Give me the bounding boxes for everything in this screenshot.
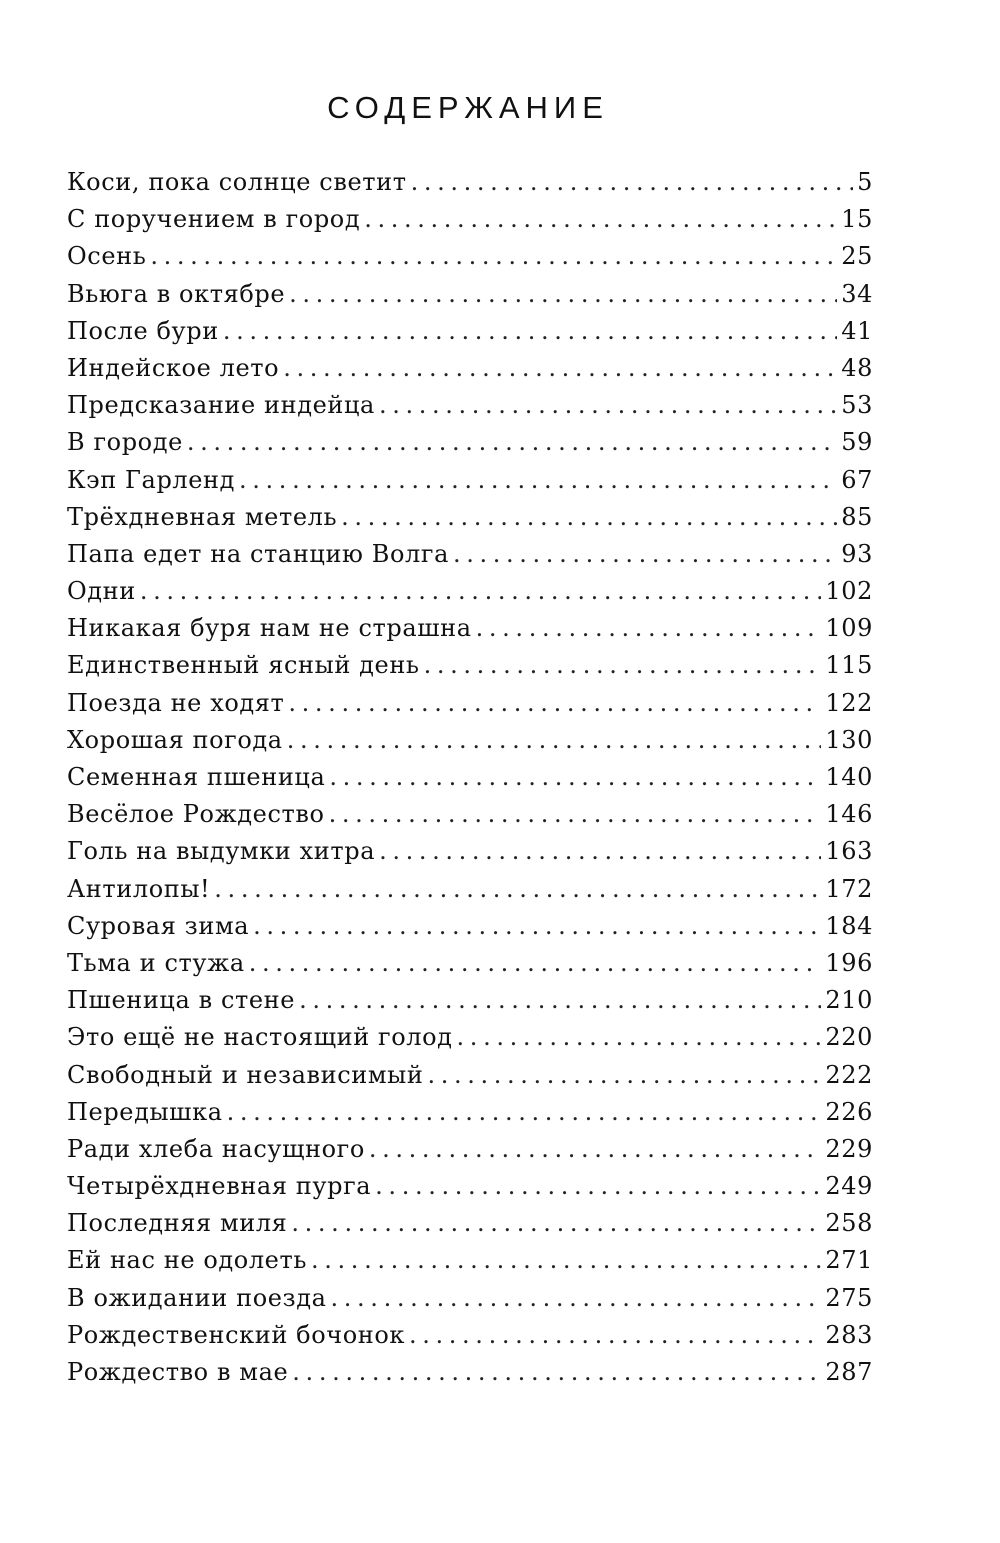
table-of-contents bbox=[67, 164, 873, 1391]
toc-entry bbox=[67, 536, 873, 573]
toc-entry-title: Индейское лето bbox=[67, 353, 280, 382]
toc-entry-page-number: 184 bbox=[825, 911, 873, 940]
dot-leader bbox=[150, 238, 837, 275]
dot-leader bbox=[214, 871, 821, 908]
toc-entry-title: Коси, пока солнце светит bbox=[67, 168, 407, 196]
toc-entry bbox=[67, 908, 873, 945]
dot-leader bbox=[223, 313, 837, 350]
toc-entry-title: Папа едет на станцию Волга bbox=[67, 539, 449, 568]
toc-entry-page-number: 196 bbox=[825, 948, 873, 977]
toc-entry-page-number: 48 bbox=[841, 353, 873, 382]
dot-leader bbox=[331, 1280, 822, 1317]
toc-entry bbox=[67, 573, 873, 610]
dot-leader bbox=[476, 610, 822, 647]
toc-entry-page-number: 15 bbox=[841, 205, 873, 234]
dot-leader bbox=[424, 647, 822, 684]
toc-entry bbox=[67, 201, 873, 238]
dot-leader bbox=[253, 908, 821, 945]
dot-leader bbox=[409, 1317, 821, 1354]
toc-entry-page-number: 25 bbox=[841, 242, 873, 271]
toc-entry-page-number: 210 bbox=[825, 986, 873, 1015]
toc-entry-title: Рождество в мае bbox=[67, 1358, 289, 1386]
toc-entry-page-number: 163 bbox=[825, 837, 873, 866]
toc-entry-page-number: 271 bbox=[825, 1246, 873, 1275]
toc-entry bbox=[67, 313, 873, 350]
toc-entry bbox=[67, 796, 873, 833]
toc-entry-title: Весёлое Рождество bbox=[67, 800, 325, 829]
toc-entry-page-number: 85 bbox=[841, 502, 873, 531]
dot-leader bbox=[140, 573, 822, 610]
toc-entry-title: Пшеница в стене bbox=[67, 986, 296, 1015]
toc-entry-title: Ей нас не одолеть bbox=[67, 1246, 308, 1275]
toc-entry-page-number: 67 bbox=[841, 465, 873, 494]
toc-entry bbox=[67, 759, 873, 796]
toc-entry-page-number: 5 bbox=[857, 168, 873, 196]
toc-entry bbox=[67, 1205, 873, 1242]
toc-entry-title: Это ещё не настоящий голод bbox=[67, 1023, 453, 1052]
toc-entry bbox=[67, 647, 873, 684]
dot-leader bbox=[453, 536, 837, 573]
toc-entry-title: Предсказание индейца bbox=[67, 391, 375, 420]
toc-entry-title: После бури bbox=[67, 316, 219, 345]
toc-entry-page-number: 93 bbox=[841, 539, 873, 568]
toc-entry bbox=[67, 1354, 873, 1391]
toc-entry-title: Кэп Гарленд bbox=[67, 465, 236, 494]
dot-leader bbox=[427, 1057, 821, 1094]
toc-entry-page-number: 146 bbox=[825, 800, 873, 829]
toc-entry-page-number: 275 bbox=[825, 1283, 873, 1312]
toc-entry bbox=[67, 1280, 873, 1317]
toc-entry-page-number: 130 bbox=[825, 725, 873, 754]
toc-entry bbox=[67, 1168, 873, 1205]
dot-leader bbox=[283, 350, 837, 387]
toc-entry-page-number: 53 bbox=[841, 391, 873, 420]
toc-entry bbox=[67, 387, 873, 424]
toc-entry bbox=[67, 462, 873, 499]
toc-entry bbox=[67, 1019, 873, 1056]
toc-entry bbox=[67, 238, 873, 275]
toc-entry bbox=[67, 1317, 873, 1354]
dot-leader bbox=[379, 833, 821, 870]
toc-entry-page-number: 222 bbox=[825, 1060, 873, 1089]
dot-leader bbox=[249, 945, 822, 982]
dot-leader bbox=[329, 759, 821, 796]
toc-entry-page-number: 287 bbox=[825, 1358, 873, 1386]
toc-entry-title: Никакая буря нам не страшна bbox=[67, 614, 472, 643]
toc-entry-title: Голь на выдумки хитра bbox=[67, 837, 376, 866]
toc-entry bbox=[67, 945, 873, 982]
toc-entry-title: Тьма и стужа bbox=[67, 948, 245, 977]
dot-leader bbox=[187, 424, 837, 461]
dot-leader bbox=[341, 499, 837, 536]
toc-entry bbox=[67, 499, 873, 536]
toc-entry-title: Семенная пшеница bbox=[67, 763, 326, 791]
toc-entry-page-number: 172 bbox=[825, 874, 873, 903]
dot-leader bbox=[311, 1242, 821, 1279]
dot-leader bbox=[364, 201, 837, 238]
toc-entry bbox=[67, 424, 873, 461]
dot-leader bbox=[299, 982, 821, 1019]
toc-entry-page-number: 140 bbox=[825, 763, 873, 791]
toc-entry bbox=[67, 833, 873, 870]
toc-entry-title: Трёхдневная метель bbox=[67, 502, 338, 531]
toc-entry bbox=[67, 164, 873, 201]
toc-entry-title: Четырёхдневная пурга bbox=[67, 1172, 372, 1201]
toc-entry-page-number: 220 bbox=[825, 1023, 873, 1052]
dot-leader bbox=[239, 462, 837, 499]
toc-entry-page-number: 41 bbox=[841, 316, 873, 345]
toc-entry-title: Антилопы! bbox=[67, 874, 211, 903]
toc-entry bbox=[67, 276, 873, 313]
toc-entry-page-number: 249 bbox=[825, 1172, 873, 1201]
dot-leader bbox=[375, 1168, 821, 1205]
toc-entry-title: Последняя миля bbox=[67, 1209, 288, 1238]
toc-entry-page-number: 59 bbox=[841, 428, 873, 457]
toc-entry-page-number: 102 bbox=[825, 577, 873, 606]
dot-leader bbox=[457, 1019, 822, 1056]
dot-leader bbox=[288, 685, 821, 722]
toc-entry-page-number: 226 bbox=[825, 1097, 873, 1126]
toc-entry bbox=[67, 1242, 873, 1279]
toc-entry bbox=[67, 1094, 873, 1131]
dot-leader bbox=[369, 1131, 822, 1168]
dot-leader bbox=[292, 1354, 821, 1391]
toc-entry-title: Свободный и независимый bbox=[67, 1060, 424, 1089]
toc-entry bbox=[67, 982, 873, 1019]
dot-leader bbox=[287, 722, 822, 759]
toc-entry-title: Передышка bbox=[67, 1097, 223, 1126]
toc-entry bbox=[67, 685, 873, 722]
toc-entry-page-number: 34 bbox=[841, 279, 873, 308]
toc-entry-title: С поручением в город bbox=[67, 205, 361, 234]
toc-entry-page-number: 109 bbox=[825, 614, 873, 643]
toc-entry-page-number: 115 bbox=[825, 651, 873, 680]
toc-entry bbox=[67, 1057, 873, 1094]
toc-entry-title: Ради хлеба насущного bbox=[67, 1134, 365, 1163]
dot-leader bbox=[329, 796, 822, 833]
toc-entry-title: Осень bbox=[67, 242, 147, 271]
toc-entry-title: В ожидании поезда bbox=[67, 1283, 327, 1312]
toc-entry bbox=[67, 1131, 873, 1168]
toc-entry-page-number: 283 bbox=[825, 1320, 873, 1349]
dot-leader bbox=[227, 1094, 822, 1131]
toc-entry-title: Единственный ясный день bbox=[67, 651, 420, 680]
toc-entry-title: Рождественский бочонок bbox=[67, 1320, 406, 1349]
toc-entry-title: Хорошая погода bbox=[67, 725, 283, 754]
toc-entry bbox=[67, 350, 873, 387]
toc-entry-title: Суровая зима bbox=[67, 911, 250, 940]
toc-entry-title: Вьюга в октябре bbox=[67, 279, 286, 308]
toc-entry-page-number: 229 bbox=[825, 1134, 873, 1163]
toc-entry-page-number: 122 bbox=[825, 688, 873, 717]
toc-entry-page-number: 258 bbox=[825, 1209, 873, 1238]
toc-entry-title: Поезда не ходят bbox=[67, 688, 285, 717]
toc-entry bbox=[67, 871, 873, 908]
dot-leader bbox=[379, 387, 837, 424]
dot-leader bbox=[291, 1205, 821, 1242]
toc-entry bbox=[67, 610, 873, 647]
dot-leader bbox=[411, 164, 854, 201]
toc-entry-title: В городе bbox=[67, 428, 183, 457]
page-title: СОДЕРЖАНИЕ bbox=[327, 90, 609, 125]
toc-entry-title: Одни bbox=[67, 577, 136, 606]
toc-entry bbox=[67, 722, 873, 759]
dot-leader bbox=[289, 276, 837, 313]
